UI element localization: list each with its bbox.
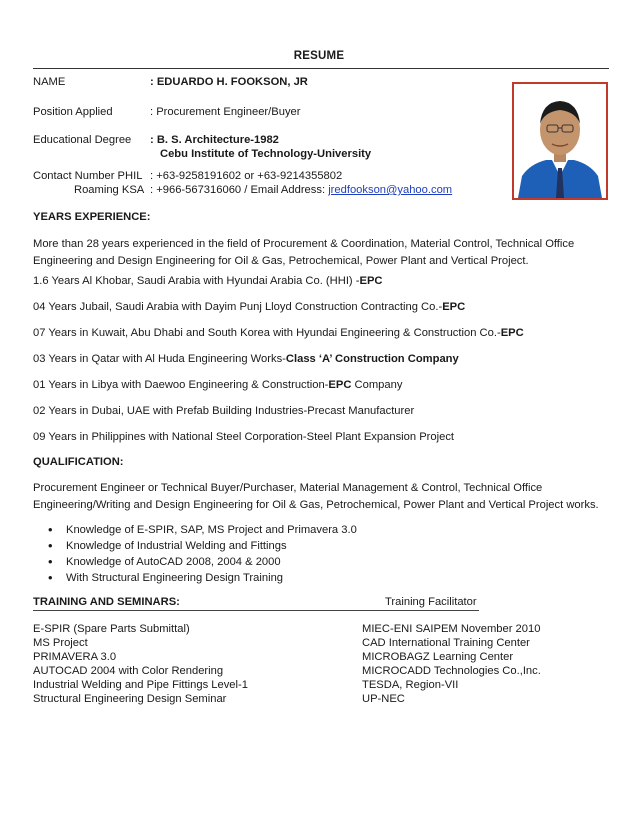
facilitator-heading: Training Facilitator (385, 596, 477, 608)
training-course: Industrial Welding and Pipe Fittings Level-1 (33, 679, 248, 691)
qualification-heading: QUALIFICATION: (33, 456, 124, 468)
training-facilitator: MIEC-ENI SAIPEM November 2010 (362, 623, 541, 635)
training-course: E-SPIR (Spare Parts Submittal) (33, 623, 190, 635)
contact-ksa-phone: : +966-567316060 / Email Address: (150, 184, 329, 196)
training-course: Structural Engineering Design Seminar (33, 693, 227, 705)
training-facilitator: UP-NEC (362, 693, 405, 705)
training-course: PRIMAVERA 3.0 (33, 651, 117, 663)
education-value (150, 134, 279, 146)
experience-item: 09 Years in Philippines with National Steel Corporation-Steel Plant Expansion Project (33, 431, 455, 443)
contact-ksa-label: Roaming KSA (74, 184, 145, 196)
list-item: • Knowledge of Industrial Welding and Fittings (48, 538, 357, 554)
training-underline (33, 610, 479, 611)
qualification-summary: Procurement Engineer or Technical Buyer/Purchaser, Material Management & Control, Technical Office Engineering/Writing and Design Engineering for Oil & Gas, Petrochemical, Power Plant and Vertical Project works. (33, 482, 599, 511)
name-label: NAME (33, 76, 66, 88)
contact-ksa-value (150, 184, 452, 196)
education-degree: : B. S. Architecture-1982 (150, 134, 279, 146)
experience-item: 01 Years in Libya with Daewoo Engineering & Construction-EPC Company (33, 379, 403, 391)
title-divider (33, 68, 609, 69)
training-facilitator: CAD International Training Center (362, 637, 530, 649)
experience-heading: YEARS EXPERIENCE: (33, 211, 151, 223)
contact-phil-value: : +63-9258191602 or +63-9214355802 (150, 170, 343, 182)
training-facilitator: TESDA, Region-VII (362, 679, 459, 691)
list-item: • Knowledge of AutoCAD 2008, 2004 & 2000 (48, 554, 357, 570)
list-item: • With Structural Engineering Design Training (48, 570, 357, 586)
training-facilitator: MICROCADD Technologies Co.,Inc. (362, 665, 541, 677)
position-label: Position Applied (33, 106, 113, 118)
education-label: Educational Degree (33, 134, 132, 146)
page-title: RESUME (293, 50, 345, 62)
experience-item: 1.6 Years Al Khobar, Saudi Arabia with Hyundai Arabia Co. (HHI) -EPC (33, 275, 383, 287)
list-item: • Knowledge of E-SPIR, SAP, MS Project and Primavera 3.0 (48, 522, 357, 538)
training-heading: TRAINING AND SEMINARS: (33, 596, 180, 608)
experience-summary: More than 28 years experienced in the field of Procurement & Coordination, Material Control, Technical Office Engineering and Design Engineering for Oil & Gas, Petrochemical, Power Plant and Vertical Project. (33, 238, 575, 267)
experience-item: 04 Years Jubail, Saudi Arabia with Dayim Punj Lloyd Construction Contracting Co.-EPC (33, 301, 466, 313)
training-course: MS Project (33, 637, 88, 649)
profile-photo (512, 82, 608, 200)
experience-item: 03 Years in Qatar with Al Huda Engineering Works-Class ‘A’ Construction Company (33, 353, 459, 365)
name-value: : EDUARDO H. FOOKSON, JR (150, 76, 308, 88)
qualification-list (48, 522, 357, 586)
experience-item: 07 Years in Kuwait, Abu Dhabi and South Korea with Hyundai Engineering & Construction Co.-EPC (33, 327, 524, 339)
education-school: Cebu Institute of Technology-University (160, 148, 372, 160)
position-value: : Procurement Engineer/Buyer (150, 106, 301, 118)
email-link[interactable]: jredfookson@yahoo.com (328, 184, 453, 196)
experience-item: 02 Years in Dubai, UAE with Prefab Building Industries-Precast Manufacturer (33, 405, 415, 417)
portrait-image (514, 84, 606, 198)
training-facilitator: MICROBAGZ Learning Center (362, 651, 514, 663)
training-course: AUTOCAD 2004 with Color Rendering (33, 665, 224, 677)
contact-phil-label: Contact Number PHIL (33, 170, 143, 182)
